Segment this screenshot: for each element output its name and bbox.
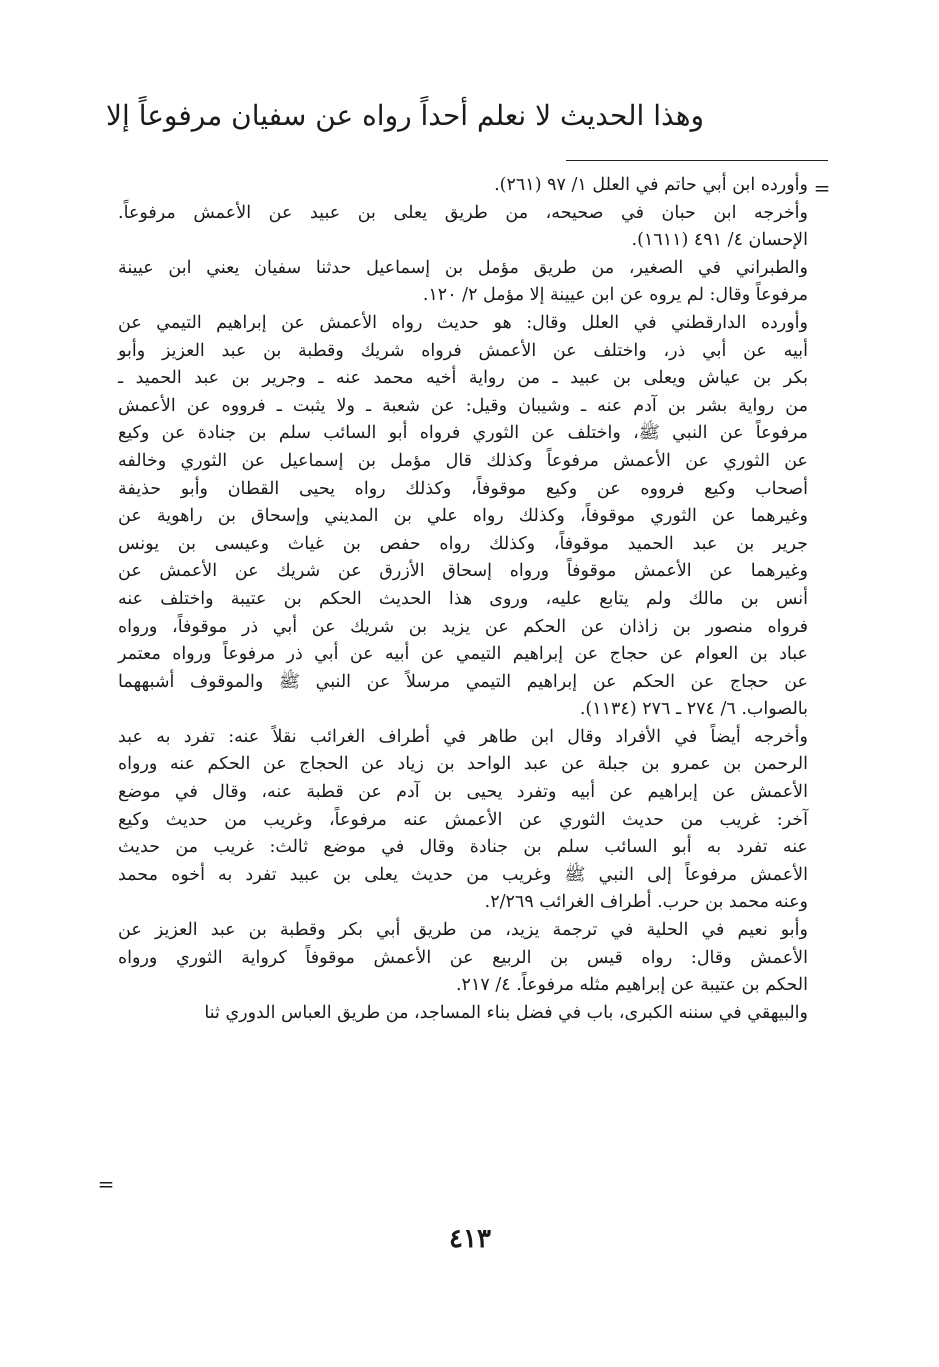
page-number: ٤١٣ <box>449 1224 491 1254</box>
footnote-line: مرفوعاً عن النبي ﷺ، واختلف عن الثوري فرواه أبو السائب سلم بن جنادة عن وكيع <box>118 423 808 444</box>
footnote-line: وأورده ابن أبي حاتم في العلل ١/ ٩٧ (٢٦١). <box>494 175 808 195</box>
footnote-line: الأعمش مرفوعاً إلى النبي ﷺ وغريب من حديث يعلى بن عبيد تفرد به أخوه محمد <box>118 864 808 885</box>
main-text-line: وهذا الحديث لا نعلم أحداً رواه عن سفيان مرفوعاً إلا <box>106 99 704 132</box>
footnote-paragraph <box>118 172 808 200</box>
footnote-line: والطبراني في الصغير، من طريق مؤمل بن إسماعيل حدثنا سفيان يعني ابن عيينة <box>118 257 808 278</box>
footnote-line: عن الثوري عن الأعمش مرفوعاً وكذلك قال مؤمل بن إسماعيل عن الثوري وخالفه <box>118 450 808 471</box>
footnote-paragraph <box>118 310 808 724</box>
footnote-line: بكر بن عياش ويعلى بن عبيد ـ من رواية أخيه محمد عنه ـ وجرير بن عبد الحميد ـ <box>118 368 808 389</box>
footnote-line: عنه تفرد به أبو السائب سلم بن جنادة وقال في موضع ثالث: غريب من حديث <box>118 837 808 858</box>
footnote-line: وأورده الدارقطني في العلل وقال: هو حديث رواه الأعمش عن إبراهيم التيمي عن <box>118 312 808 333</box>
continuation-mark-start: = <box>813 176 831 200</box>
footnote-paragraph <box>118 1000 808 1028</box>
footnote-line: عن حجاج عن الحكم عن إبراهيم التيمي مرسلاً عن النبي ﷺ والموقوف أشبههما <box>118 671 808 692</box>
footnote-line: وغيرهما عن الثوري موقوفاً، وكذلك رواه علي بن المديني وإسحاق بن راهوية عن <box>118 506 808 527</box>
footnote-line: الأعمش وقال: رواه قيس بن الربيع عن الأعمش موقوفاً كرواية الثوري ورواه <box>118 947 808 968</box>
footnote-line: وأخرجه ابن حبان في صحيحه، من طريق يعلى بن عبيد عن الأعمش مرفوعاً. <box>118 202 808 223</box>
footnote-line: آخر: غريب من حديث الثوري عن الأعمش عنه مرفوعاً، وغريب من حديث وكيع <box>118 809 808 830</box>
footnote-line: وأبو نعيم في الحلية في ترجمة يزيد، من طريق أبي بكر وقطبة بن عبد العزيز عن <box>118 920 808 941</box>
footnote-line: والبيهقي في سننه الكبرى، باب في فضل بناء المساجد، من طريق العباس الدوري ثنا <box>204 1002 808 1023</box>
footnote-line: أنس بن مالك ولم يتابع عليه، وروى هذا الحديث الحكم بن عتيبة واختلف عنه <box>118 588 808 609</box>
footnote-line: الإحسان ٤/ ٤٩١ (١٦١١). <box>631 230 808 251</box>
footnote-line: مرفوعاً وقال: لم يروه عن ابن عيينة إلا مؤمل ٢/ ١٢٠. <box>422 285 808 306</box>
footnote-paragraph <box>118 917 808 1000</box>
footnote-paragraph <box>118 724 808 917</box>
footnote-line: عباد بن العوام عن حجاج عن إبراهيم التيمي عن أبيه عن أبي ذر مرفوعاً ورواه معتمر <box>118 644 808 665</box>
footnote-line: من رواية بشر بن آدم عنه ـ وشيبان وقيل: عن شعبة ـ ولا يثبت ـ فرووه عن الأعمش <box>118 395 808 416</box>
footnote-line: وأخرجه أيضاً في الأفراد وقال ابن طاهر في أطراف الغرائب نقلاً عنه: تفرد به عبد <box>118 726 808 747</box>
footnote-line: وغيرهما عن الأعمش موقوفاً ورواه إسحاق الأزرق عن شريك عن الأعمش عن <box>118 561 808 582</box>
footnote-separator <box>566 160 828 161</box>
footnote-line: وعنه محمد بن حرب. أطراف الغرائب ٢/٢٦٩. <box>484 892 808 913</box>
footnote-line: الحكم بن عتيبة عن إبراهيم مثله مرفوعاً. ٤/ ٢١٧. <box>455 975 808 996</box>
footnotes-block <box>118 172 808 1027</box>
footnote-line: جرير بن عبد الحميد موقوفاً، وكذلك رواه حفص بن غياث وعيسى بن يونس <box>118 533 808 554</box>
footnote-paragraph <box>118 200 808 255</box>
footnote-line: فرواه منصور بن زاذان عن الحكم عن يزيد بن شريك عن أبي ذر موقوفاً، ورواه <box>118 616 808 637</box>
continuation-mark-end: = <box>97 1172 115 1196</box>
footnote-line: أصحاب وكيع فرووه عن وكيع موقوفاً، وكذلك رواه يحيى القطان وأبو حذيفة <box>118 478 808 499</box>
footnote-line: أبيه عن أبي ذر، واختلف عن الأعمش فرواه شريك وقطبة بن عبد العزيز وأبو <box>118 340 808 361</box>
footnote-line: الرحمن بن عمرو بن جبلة عن عبد الواحد بن زياد عن الحجاج عن الحكم عنه ورواه <box>118 754 808 775</box>
footnote-line: الأعمش عن إبراهيم عن أبيه وتفرد يحيى بن آدم عن قطبة عنه، وقال في موضع <box>118 782 808 803</box>
footnote-line: بالصواب. ٦/ ٢٧٤ ـ ٢٧٦ (١١٣٤). <box>579 699 808 720</box>
footnote-paragraph <box>118 255 808 310</box>
